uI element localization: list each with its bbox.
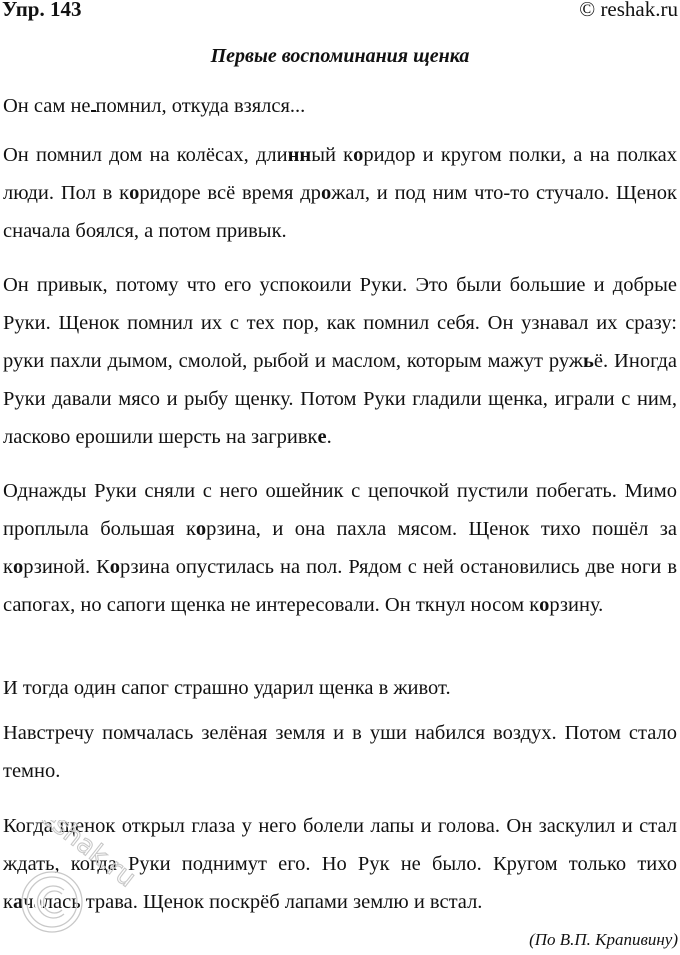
- text-fragment: Когда щенок открыл глаза у него болели лапы и голова. Он заскулил и стал ждать, когда Руки поднимут его. Но Рук не было. Кругом только тихо к: [3, 815, 677, 913]
- text-fragment: рзина опустилась на пол. Рядом с ней остановились две ноги в сапогах, но сапоги щенка не интересовали. Он ткнул носом к: [3, 556, 677, 616]
- paragraph-5: И тогда один сапог страшно ударил щенка в живот.: [3, 677, 451, 699]
- bold-letter: о: [12, 556, 24, 578]
- author-attribution: (По В.П. Крапивину): [529, 930, 678, 949]
- text-fragment: .: [326, 426, 332, 448]
- text-fragment: чалась трава. Щенок поскрёб лапами землю и встал.: [23, 891, 483, 913]
- paragraph-6: Навстречу помчалась зелёная земля и в уши набился воздух. Потом стало темно.: [3, 722, 677, 782]
- page-header: [0, 0, 680, 26]
- bold-letter: о: [539, 594, 550, 616]
- text-fragment: Однажды Руки сняли с него ошейник с цепочкой пустили побегать. Мимо проплыла большая к: [3, 480, 677, 540]
- bold-letter: е: [317, 426, 327, 448]
- text-fragment: ридоре всё время др: [139, 182, 321, 204]
- copyright-mark: © reshak.ru: [579, 0, 678, 21]
- text-fragment: ридор и кругом полки, а на полках люди. Пол в к: [3, 144, 677, 204]
- paragraph-7: [3, 807, 677, 921]
- bold-letter: о: [129, 182, 140, 204]
- text-fragment: Он помнил дом на колёсах, дли: [3, 144, 288, 166]
- bold-letter: а: [12, 891, 24, 913]
- text-fragment: ый к: [311, 144, 354, 166]
- bold-letter: о: [320, 182, 332, 204]
- watermark-text: reshak.ru: [26, 820, 142, 894]
- bold-letter: о: [195, 518, 207, 540]
- bold-letter: ь: [583, 350, 594, 372]
- text-fragment: рзиной. К: [23, 556, 110, 578]
- text-fragment: рзину.: [549, 594, 604, 616]
- bold-letter: о: [353, 144, 364, 166]
- text-fragment: жал, и под ним что-то стучало. Щенок сначала боялся, а потом привык.: [3, 182, 678, 242]
- paragraph-1: [3, 87, 677, 125]
- text-fragment: Он сам не: [3, 95, 91, 117]
- text-title: Первые воспоминания щенка: [210, 45, 470, 67]
- text-fragment: Он привык, потому что его успокоили Руки. Это были большие и добрые Руки. Щенок помнил их с тех пор, как помнил себя. Он узнавал их сразу: руки пахли дымом, смолой, рыбой и маслом, которым мажут руж: [3, 274, 677, 372]
- text-fragment: рзина, и она пахла мясом. Щенок тихо пошёл за к: [3, 518, 677, 578]
- paragraph-2: [3, 136, 677, 250]
- paragraph-3: [3, 266, 677, 456]
- paragraph-4: [3, 472, 677, 624]
- text-fragment: ё. Иногда Руки давали мясо и рыбу щенку. Потом Руки гладили щенка, играли с ним, ласково ерошили шерсть на загривк: [3, 350, 677, 448]
- bold-letter: о: [109, 556, 121, 578]
- bold-letters: нн: [287, 144, 312, 166]
- text-fragment: помнил, откуда взялся...: [95, 95, 306, 117]
- exercise-number: Упр. 143: [2, 0, 82, 21]
